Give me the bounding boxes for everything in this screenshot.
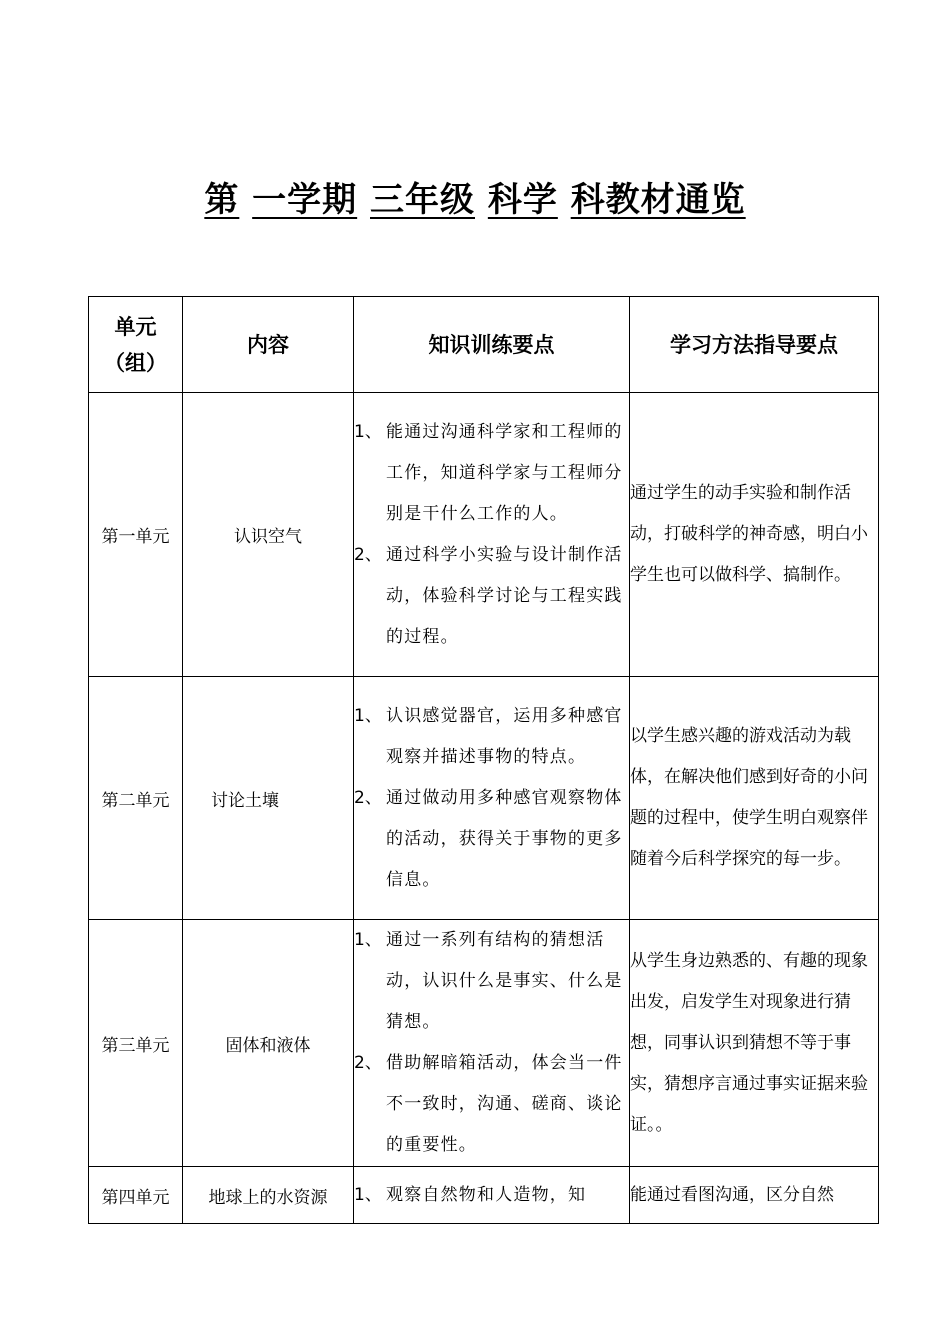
knowledge-cell [354,920,630,1167]
knowledge-cell [354,1167,630,1224]
header-unit [89,297,183,393]
method-cell: 以学生感兴趣的游戏活动为载体，在解决他们感到好奇的小问题的过程中，使学生明白观察伴随着今后科学探究的每一步。 [630,677,879,920]
title-part: 三年级 [370,180,475,220]
point-text: 通过一系列有结构的猜想活动，认识什么是事实、什么是猜想。 [386,930,623,1032]
knowledge-point [354,778,629,901]
point-number: 1、 [354,421,382,442]
content-cell: 讨论土壤 [183,677,354,920]
point-number: 2、 [354,787,382,808]
point-number: 2、 [354,544,382,565]
unit-cell: 第一单元 [89,393,183,677]
textbook-overview-table [88,296,879,1224]
unit-cell: 第二单元 [89,677,183,920]
knowledge-point [354,1175,629,1216]
content-cell: 地球上的水资源 [183,1167,354,1224]
point-number: 1、 [354,705,382,726]
header-row [89,297,879,393]
header-knowledge: 知识训练要点 [354,297,630,393]
method-cell: 从学生身边熟悉的、有趣的现象出发，启发学生对现象进行猜想，同事认识到猜想不等于事实，猜想序言通过事实证据来验证。。 [630,920,879,1167]
point-number: 1、 [354,930,382,950]
method-cell: 通过学生的动手实验和制作活动，打破科学的神奇感，明白小学生也可以做科学、搞制作。 [630,393,879,677]
header-unit-line2: （组） [104,350,167,375]
point-text: 借助解暗箱活动，体会当一件不一致时，沟通、磋商、谈论的重要性。 [386,1053,623,1155]
point-text: 通过科学小实验与设计制作活动，体验科学讨论与工程实践的过程。 [386,544,623,647]
document-title [0,172,950,228]
title-part: 一学期 [252,180,358,220]
knowledge-point [354,535,629,658]
unit-cell: 第三单元 [89,920,183,1167]
table-row [89,393,879,677]
knowledge-point [354,412,629,535]
title-part: 科教材通览 [570,180,746,220]
table-row [89,1167,879,1224]
table-row [89,677,879,920]
header-method: 学习方法指导要点 [630,297,879,393]
point-text: 观察自然物和人造物，知 [386,1184,587,1205]
title-part: 科学 [487,180,558,220]
point-number: 2、 [354,1053,382,1073]
title-part: 第 [204,180,240,220]
knowledge-cell [354,677,630,920]
header-unit-line1: 单元 [114,314,157,339]
point-number: 1、 [354,1184,382,1205]
method-cell: 能通过看图沟通，区分自然 [630,1167,879,1224]
content-cell: 固体和液体 [183,920,354,1167]
unit-cell: 第四单元 [89,1167,183,1224]
header-content: 内容 [183,297,354,393]
knowledge-point [354,1043,629,1166]
knowledge-point [354,696,629,778]
knowledge-point [354,920,629,1043]
point-text: 认识感觉器官，运用多种感官观察并描述事物的特点。 [386,705,623,767]
point-text: 通过做动用多种感官观察物体的活动，获得关于事物的更多信息。 [386,787,623,890]
point-text: 能通过沟通科学家和工程师的工作，知道科学家与工程师分别是干什么工作的人。 [386,421,623,524]
knowledge-cell [354,393,630,677]
table-row [89,920,879,1167]
content-cell: 认识空气 [183,393,354,677]
